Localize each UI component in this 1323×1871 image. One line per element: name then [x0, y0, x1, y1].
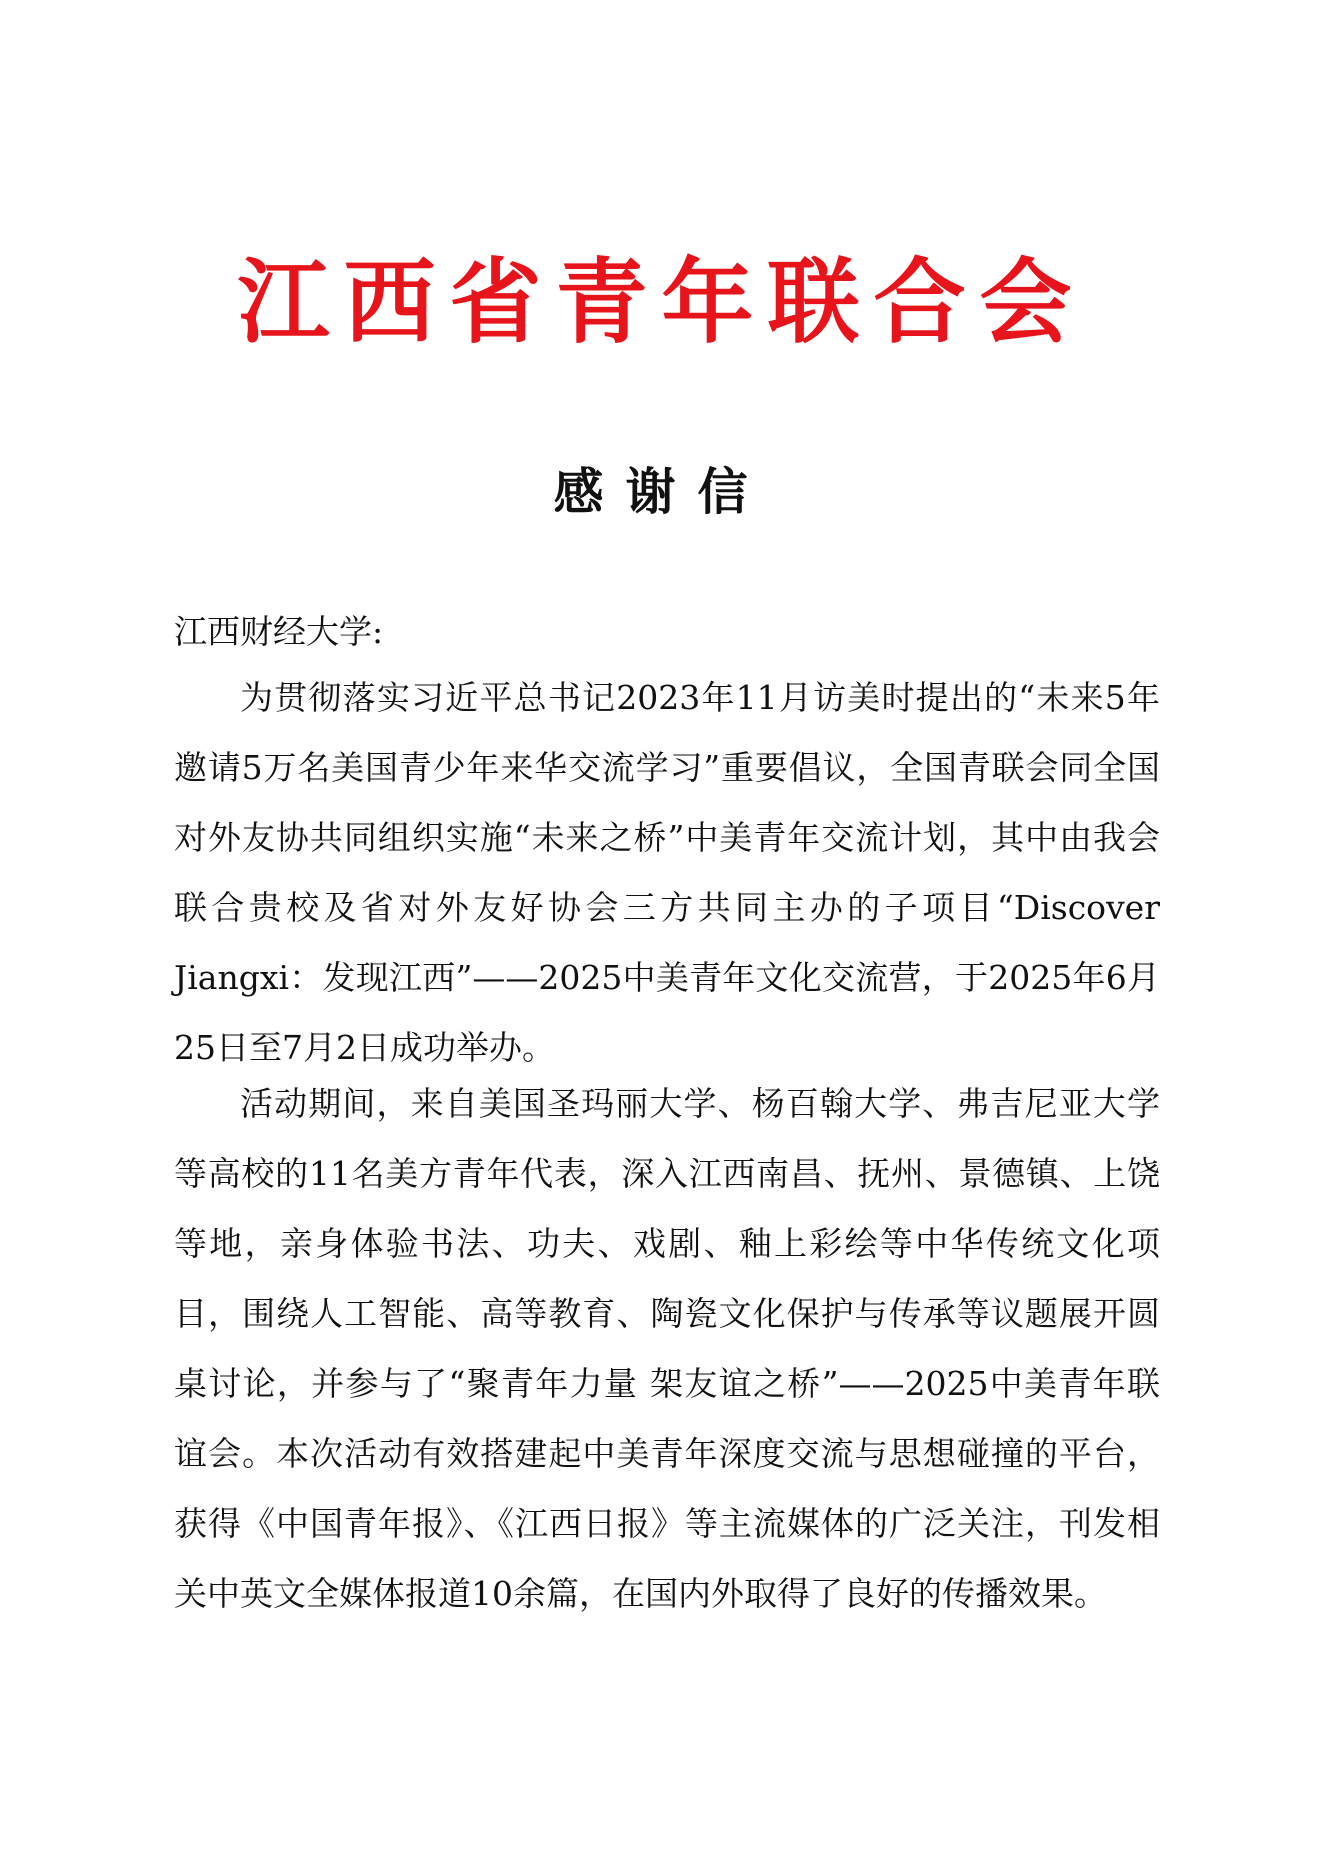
organization-letterhead: 江西省青年联合会 [237, 249, 1086, 356]
document-title: 感谢信 [553, 462, 770, 521]
body-paragraph: 为贯彻落实习近平总书记2023年11月访美时提出的“未来5年邀请5万名美国青少年来华交流学习”重要倡议，全国青联会同全国对外友协共同组织实施“未来之桥”中美青年交流计划，其中由我会联合贵校及省对外友好协会三方共同主办的子项目“Discover Jiangxi：发现江西”——2025中美青年文化交流营，于2025年6月25日至7月2日成功举办。 [174, 678, 1160, 1067]
salutation: 江西财经大学: [174, 612, 384, 651]
body-paragraph: 活动期间，来自美国圣玛丽大学、杨百翰大学、弗吉尼亚大学等高校的11名美方青年代表，深入江西南昌、抚州、景德镇、上饶等地，亲身体验书法、功夫、戏剧、釉上彩绘等中华传统文化项目，围绕人工智能、高等教育、陶瓷文化保护与传承等议题展开圆桌讨论，并参与了“聚青年力量 架友谊之桥”——2025中美青年联谊会。本次活动有效搭建起中美青年深度交流与思想碰撞的平台，获得《中国青年报》、《江西日报》等主流媒体的广泛关注，刊发相关中英文全媒体报道10余篇，在国内外取得了良好的传播效果。 [174, 1084, 1160, 1613]
